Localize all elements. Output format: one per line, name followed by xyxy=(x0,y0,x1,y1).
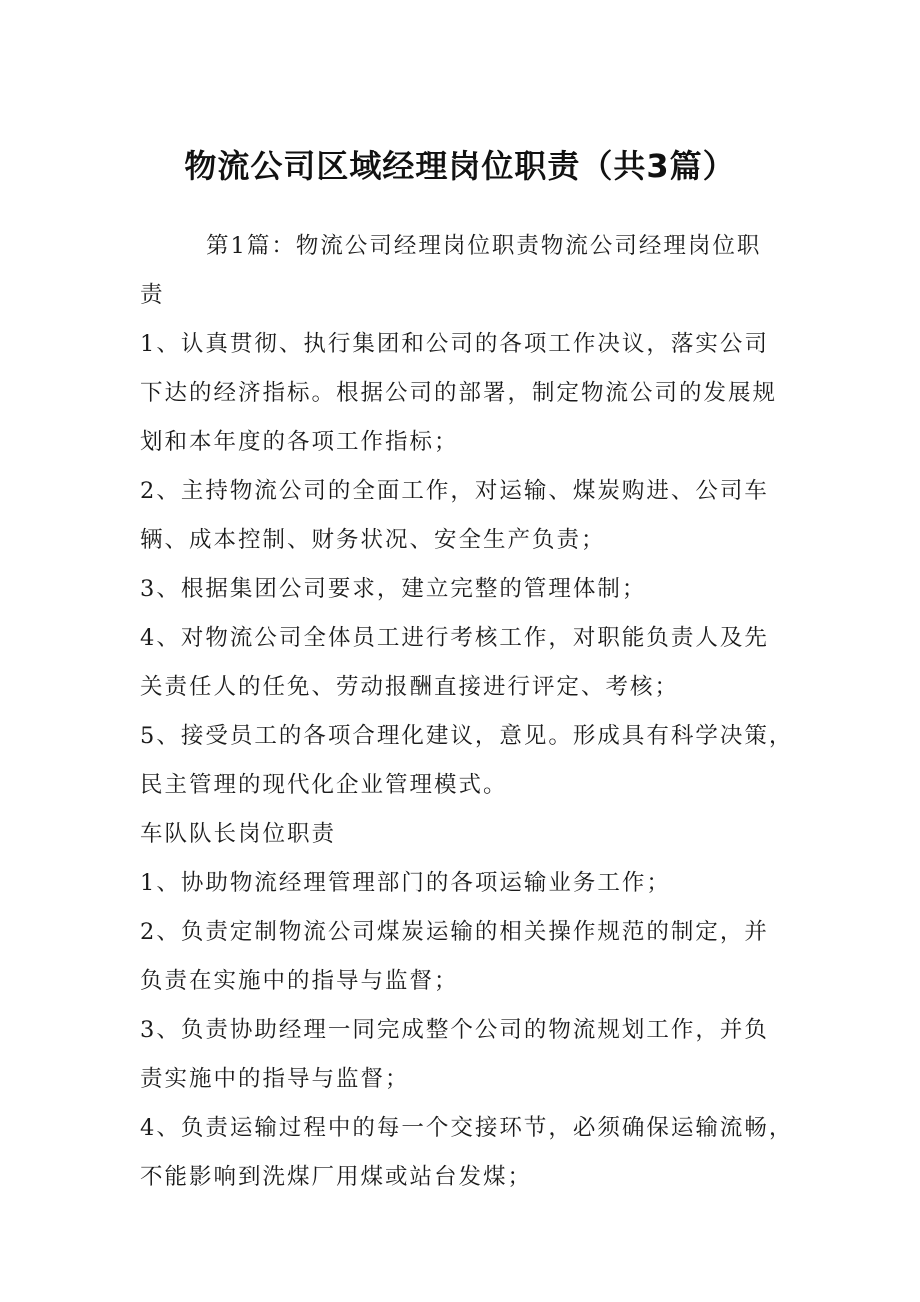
paragraph-line: 2、负责定制物流公司煤炭运输的相关操作规范的制定，并 xyxy=(140,919,769,945)
section-heading-part-1: 第1篇：物流公司经理岗位职责物流公司经理岗位职 xyxy=(206,233,762,259)
paragraph-line: 不能影响到洗煤厂用煤或站台发煤； xyxy=(140,1164,533,1190)
paragraph-line: 辆、成本控制、财务状况、安全生产负责； xyxy=(140,527,606,553)
paragraph-line: 3、根据集团公司要求，建立完整的管理体制； xyxy=(140,576,647,602)
paragraph-line: 关责任人的任免、劳动报酬直接进行评定、考核； xyxy=(140,674,680,700)
paragraph-line: 3、负责协助经理一同完成整个公司的物流规划工作，并负 xyxy=(140,1017,769,1043)
document-title: 物流公司区域经理岗位职责（共3篇） xyxy=(184,147,736,185)
paragraph-line: 划和本年度的各项工作指标； xyxy=(140,429,459,455)
document-body xyxy=(140,222,794,1202)
paragraph-line: 负责在实施中的指导与监督； xyxy=(140,968,459,994)
paragraph-line: 1、认真贯彻、执行集团和公司的各项工作决议，落实公司 xyxy=(140,331,769,357)
paragraph-line: 民主管理的现代化企业管理模式。 xyxy=(140,772,508,798)
paragraph-line: 责实施中的指导与监督； xyxy=(140,1066,410,1092)
section-heading-continuation: 责 xyxy=(140,282,165,308)
paragraph-line: 4、负责运输过程中的每一个交接环节，必须确保运输流畅， xyxy=(140,1115,794,1141)
subsection-heading: 车队队长岗位职责 xyxy=(140,821,337,847)
paragraph-line: 下达的经济指标。根据公司的部署，制定物流公司的发展规 xyxy=(140,380,778,406)
paragraph-line: 1、协助物流经理管理部门的各项运输业务工作； xyxy=(140,870,671,896)
paragraph-line: 5、接受员工的各项合理化建议，意见。形成具有科学决策， xyxy=(140,723,794,749)
paragraph-line: 2、主持物流公司的全面工作，对运输、煤炭购进、公司车 xyxy=(140,478,769,504)
paragraph-line: 4、对物流公司全体员工进行考核工作，对职能负责人及先 xyxy=(140,625,769,651)
